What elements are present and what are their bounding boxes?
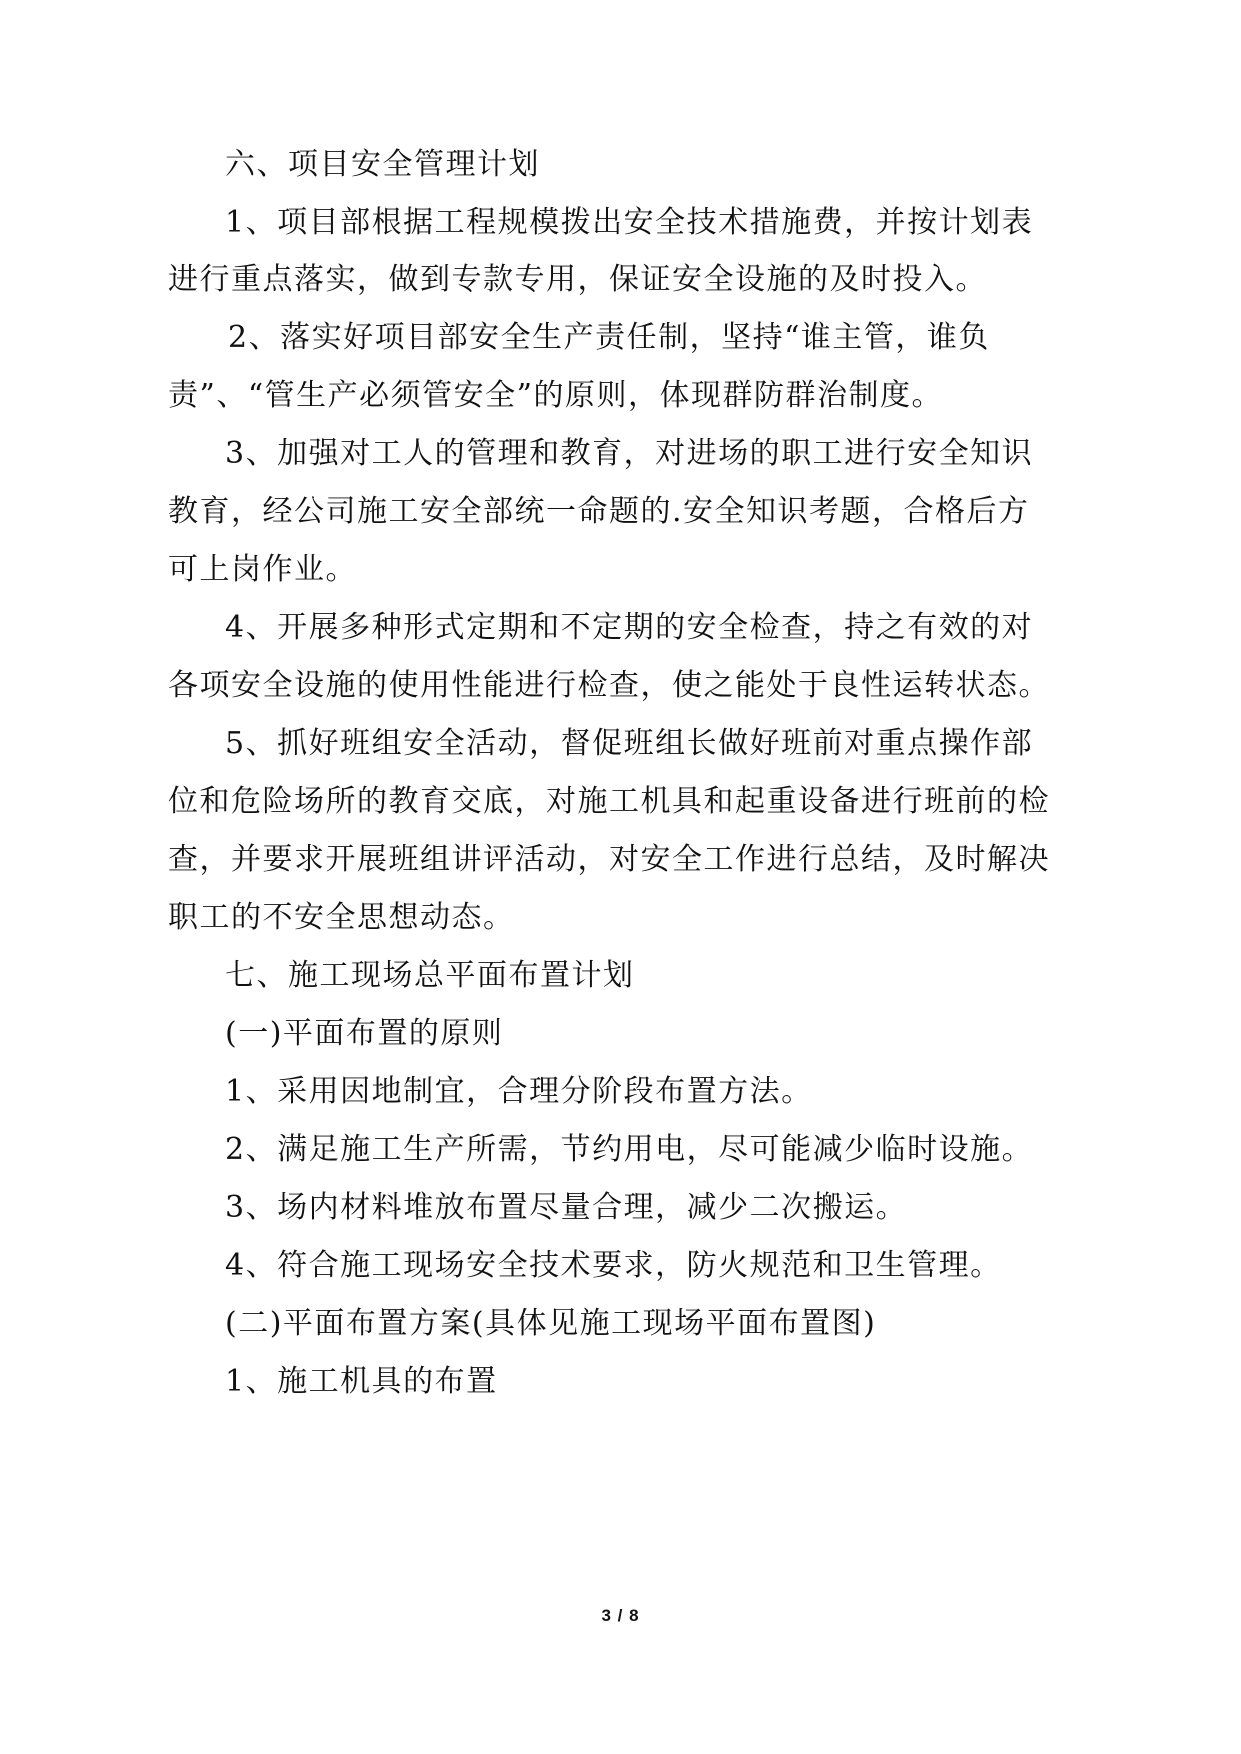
paragraph-line: 进行重点落实，做到专款专用，保证安全设施的及时投入。 — [168, 262, 987, 297]
paragraph-line: 教育，经公司施工安全部统一命题的.安全知识考题，合格后方 — [168, 494, 1030, 529]
paragraph-line: 1、项目部根据工程规模拨出安全技术措施费，并按计划表 — [225, 205, 1034, 240]
paragraph-line: 3、场内材料堆放布置尽量合理，减少二次搬运。 — [225, 1190, 908, 1225]
paragraph-line: 4、开展多种形式定期和不定期的安全检查，持之有效的对 — [225, 610, 1034, 645]
page-number: 3 / 8 — [601, 1606, 640, 1625]
subheading-layout-principles: (一)平面布置的原则 — [225, 1016, 504, 1051]
subheading-layout-plan: (二)平面布置方案(具体见施工现场平面布置图) — [225, 1306, 877, 1341]
paragraph-line: 各项安全设施的使用性能进行检查，使之能处于良性运转状态。 — [168, 668, 1050, 703]
paragraph-line: 2、落实好项目部安全生产责任制，坚持“谁主管，谁负 — [228, 320, 990, 355]
paragraph-line: 1、施工机具的布置 — [225, 1364, 498, 1399]
paragraph-line: 4、符合施工现场安全技术要求，防火规范和卫生管理。 — [225, 1248, 1002, 1283]
paragraph-line: 可上岗作业。 — [168, 552, 357, 587]
paragraph-line: 查，并要求开展班组讲评活动，对安全工作进行总结，及时解决 — [168, 842, 1050, 877]
paragraph-line: 职工的不安全思想动态。 — [168, 900, 515, 935]
paragraph-line: 责”、“管生产必须管安全”的原则，体现群防群治制度。 — [168, 378, 944, 413]
paragraph-line: 位和危险场所的教育交底，对施工机具和起重设备进行班前的检 — [168, 784, 1050, 819]
paragraph-line: 5、抓好班组安全活动，督促班组长做好班前对重点操作部 — [225, 726, 1034, 761]
paragraph-line: 1、采用因地制宜，合理分阶段布置方法。 — [225, 1074, 813, 1109]
paragraph-line: 2、满足施工生产所需，节约用电，尽可能减少临时设施。 — [225, 1132, 1034, 1167]
heading-section-7: 七、施工现场总平面布置计划 — [225, 958, 635, 993]
paragraph-line: 3、加强对工人的管理和教育，对进场的职工进行安全知识 — [225, 436, 1034, 471]
heading-section-6: 六、项目安全管理计划 — [225, 147, 540, 182]
